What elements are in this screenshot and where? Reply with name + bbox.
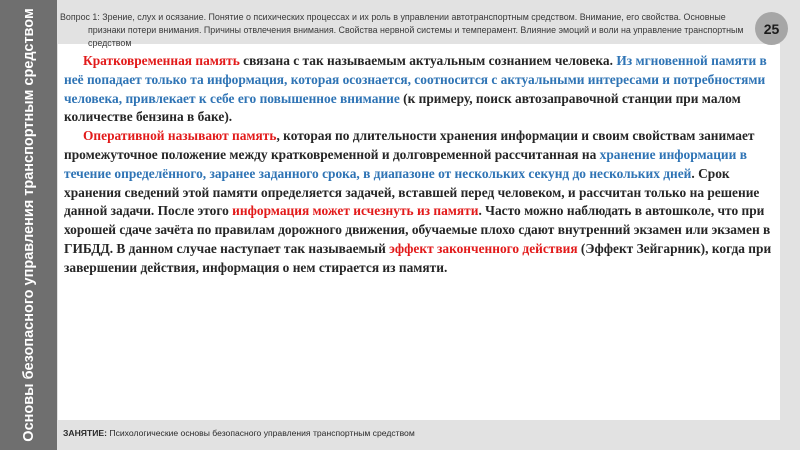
term-short-term-memory: Кратковременная память <box>83 53 240 68</box>
main-text <box>64 52 776 278</box>
question-header: Вопрос 1: Зрение, слух и осязание. Понятие о психических процессах и их роль в управлении автотранспортным средством. Внимание, его свойства. Основные признаки потери внимания. Причины отвлечения внимания. Свойства нервной системы и темперамент. Влияние эмоций и воли на управление транспортным средством <box>60 12 744 48</box>
highlight-storage-duration: хранение информации в течение определённого, заранее заданного срока, в диапазоне от нескольких секунд до нескольких дней <box>64 146 747 181</box>
highlight-info-disappears: информация может исчезнуть из памяти <box>232 203 479 219</box>
term-operative-memory: Оперативной называют память <box>83 128 277 144</box>
text-span: . Часто можно наблюдать в автошколе, что при хорошей сдаче зачёта по правилам дорожного движения, обучаемые плохо сдают внутренний экзамен или экзамен в ГИБДД. В данном случае наступает так называемый <box>64 203 771 256</box>
footer-label: ЗАНЯТИЕ: <box>63 428 107 438</box>
text-span: . Срок хранения сведений этой памяти определяется задачей, вставшей перед человеком, и рассчитан только на решение данной задачи. После этого <box>64 165 760 219</box>
footer <box>63 428 415 438</box>
text-span: , которая по длительности хранения информации и своим свойствам занимает промежуточное положение между кратковременной и долговременной рассчитанная на <box>64 128 755 162</box>
paragraph-operative-memory <box>64 127 776 277</box>
highlight-short-term: Из мгновенной памяти в неё попадает только та информация, которая осознается, соотносится с актуальными интересами и потребностями человека, привлекает к себе его повышенное внимание <box>64 53 767 106</box>
sidebar <box>0 0 57 450</box>
sidebar-title: Основы безопасного управления транспортным средством <box>20 8 37 442</box>
paragraph-short-term-memory <box>64 52 776 127</box>
text-span: (к примеру, поиск автозаправочной станции при малом количестве бензина в баке). <box>64 90 741 125</box>
footer-text: Психологические основы безопасного управления транспортным средством <box>107 428 415 438</box>
term-zeigarnik-effect: эффект законченного действия <box>389 240 578 256</box>
text-span: (Эффект Зейгарник), когда при завершении действия, информация о нем стирается из памяти. <box>64 240 772 275</box>
text-span: связана с так называемым актуальным сознанием человека. <box>239 53 617 68</box>
slide-number-badge: 25 <box>755 12 788 45</box>
